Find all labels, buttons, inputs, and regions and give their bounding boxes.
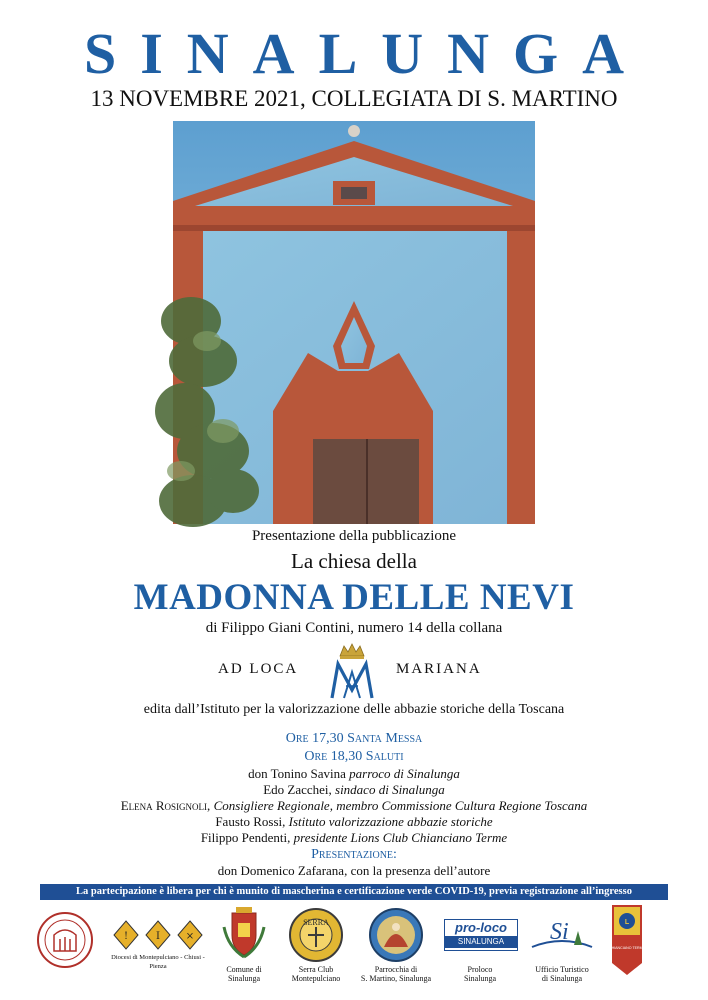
proloco-logo-text: pro-loco <box>455 920 507 935</box>
caption-line: Proloco <box>467 965 493 974</box>
diocese-signs-logo <box>112 919 204 957</box>
series-name-right: MARIANA <box>396 661 482 677</box>
caption-line: Sinalunga <box>228 974 260 983</box>
proloco-logo <box>444 919 518 951</box>
caption-line: Serra Club <box>298 965 334 974</box>
publisher-line: edita dall’Istituto per la valorizzazione delle abbazie storiche della Toscana <box>143 702 565 717</box>
speaker-role: Consigliere Regionale, membro Commissione Cultura Regione Toscana <box>213 798 588 813</box>
event-date-location: 13 NOVEMBRE 2021, COLLEGIATA DI S. MARTINO <box>90 86 618 111</box>
speaker-name: Filippo Pendenti, <box>200 830 291 845</box>
proloco-caption <box>448 965 512 983</box>
tourist-office-logo <box>530 913 594 957</box>
svg-text:×: × <box>185 931 195 942</box>
comune-caption <box>214 965 274 983</box>
speaker-name: Fausto Rossi, <box>215 814 286 829</box>
program-mass: Ore 17,30 Santa Messa <box>285 731 423 746</box>
serra-badge-text: SERRA <box>303 918 329 927</box>
caption-line: di Sinalunga <box>541 974 583 983</box>
program-greetings: Ore 18,30 Saluti <box>304 749 404 764</box>
diocese-seal-logo <box>36 911 94 973</box>
svg-text:I: I <box>156 931 160 942</box>
presentation-text: don Domenico Zafarana, con la presenza dell’autore <box>217 863 491 878</box>
speaker-line <box>0 781 708 798</box>
page-title: SINALUNGA <box>83 21 649 86</box>
caption-line: Sinalunga <box>464 974 496 983</box>
speaker-name: Elena Rosignoli, <box>120 798 211 813</box>
presentation-intro-2: La chiesa della <box>291 549 417 573</box>
proloco-logo-subtext: SINALUNGA <box>445 936 517 948</box>
lions-club-logo <box>608 905 646 979</box>
parish-caption <box>356 965 436 983</box>
tourist-office-caption <box>524 965 600 983</box>
covid-notice-banner: La partecipazione è libera per chi è munito di mascherina e certificazione verde COVID-19, previa registrazione all’ingresso <box>40 884 668 900</box>
serra-club-logo <box>288 907 344 967</box>
speaker-line <box>0 797 708 814</box>
caption-line: Ufficio Turistico <box>535 965 589 974</box>
caption-line: Montepulciano <box>291 974 341 983</box>
speaker-line <box>0 813 708 830</box>
caption-line: Comune di <box>226 965 262 974</box>
serra-caption <box>284 965 348 983</box>
sponsor-logos <box>30 903 678 998</box>
svg-text:Si: Si <box>550 919 569 945</box>
caption-line: Parrocchia di <box>374 965 418 974</box>
svg-text:L: L <box>624 919 630 926</box>
speaker-line <box>0 765 708 782</box>
speaker-name: don Tonino Savina <box>248 766 346 781</box>
speaker-role: Istituto valorizzazione abbazie storiche <box>288 814 493 829</box>
church-facade-photo <box>173 121 535 524</box>
diocese-caption: Diocesi di Montepulciano - Chiusi - Pienza <box>111 954 205 970</box>
presentation-intro: Presentazione della pubblicazione <box>251 528 457 544</box>
svg-text:!: ! <box>123 931 129 942</box>
speaker-line <box>0 829 708 846</box>
speaker-role: presidente Lions Club Chianciano Terme <box>293 830 508 845</box>
speaker-role: parroco di Sinalunga <box>349 766 460 781</box>
marian-monogram-logo <box>322 642 382 702</box>
comune-coat-of-arms <box>220 907 268 965</box>
book-title: MADONNA DELLE NEVI <box>133 577 575 618</box>
book-author: di Filippo Giani Contini, numero 14 della collana <box>205 620 503 636</box>
caption-line: S. Martino, Sinalunga <box>360 974 432 983</box>
speaker-role: sindaco di Sinalunga <box>335 782 445 797</box>
series-name-left: AD LOCA <box>218 661 299 677</box>
parish-logo <box>368 907 424 967</box>
lions-logo-text: CHIANCIANO TERME <box>608 946 646 950</box>
speaker-name: Edo Zacchei, <box>263 782 332 797</box>
presentation-label: Presentazione: <box>311 847 397 862</box>
